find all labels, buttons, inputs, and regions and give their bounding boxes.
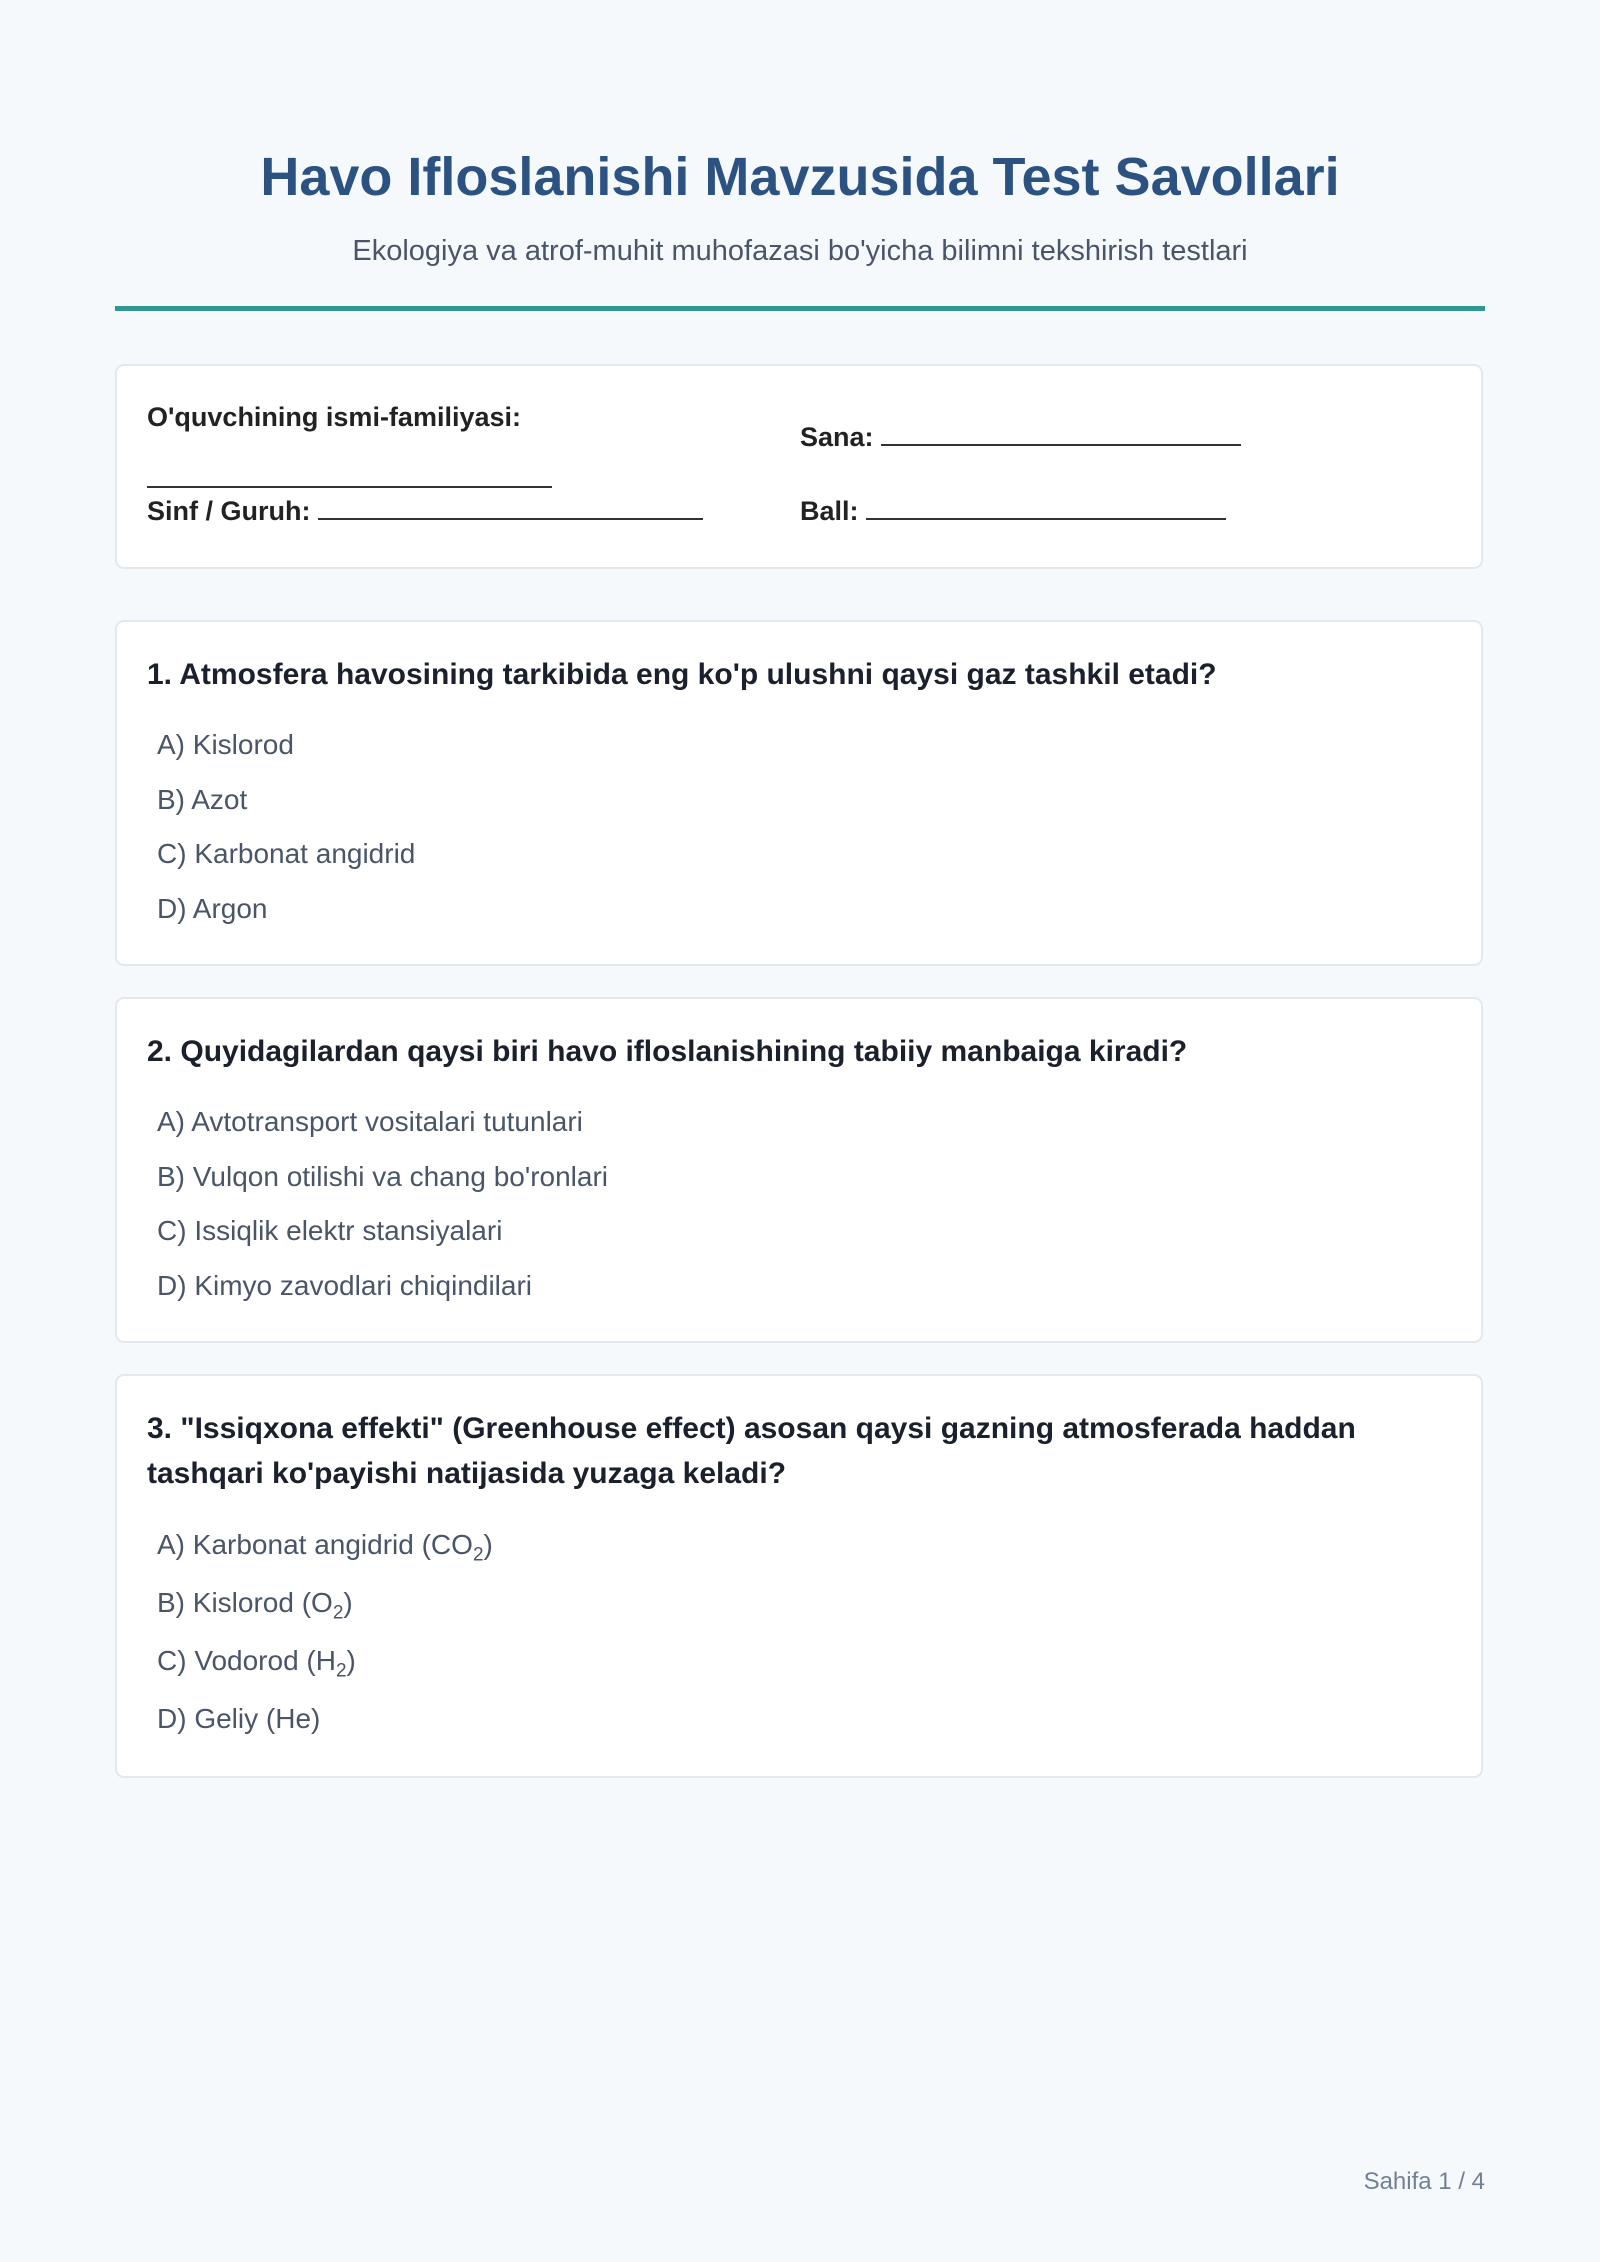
option-text-end: ): [483, 1529, 493, 1560]
answer-options: [157, 1095, 608, 1313]
score-field: [800, 496, 1226, 527]
answer-options: [157, 718, 415, 936]
answer-options: [157, 1516, 493, 1748]
student-name-field: [147, 402, 521, 433]
question-card-2: [115, 997, 1483, 1343]
answer-option-d[interactable]: D) Argon: [157, 892, 268, 924]
answer-option-a[interactable]: [157, 1516, 493, 1574]
option-text: B) Kislorod (O: [157, 1587, 333, 1618]
answer-option-b[interactable]: [157, 1574, 493, 1632]
option-text-end: ): [346, 1645, 356, 1676]
student-name-line[interactable]: [147, 464, 552, 488]
option-text: A) Karbonat angidrid (CO: [157, 1529, 473, 1560]
header: [115, 148, 1485, 268]
answer-option-c[interactable]: C) Issiqlik elektr stansiyalari: [157, 1215, 503, 1246]
answer-option-c[interactable]: C) Karbonat angidrid: [157, 838, 416, 869]
subscript: 2: [335, 1660, 347, 1682]
question-text: 1. Atmosfera havosining tarkibida eng ko'p ulushni qaysi gaz tashkil etadi?: [147, 658, 1217, 691]
answer-option-d[interactable]: D) Geliy (He): [157, 1703, 321, 1734]
answer-option-d[interactable]: D) Kimyo zavodlari chiqindilari: [157, 1269, 533, 1301]
question-text: 3. "Issiqxona effekti" (Greenhouse effect) asosan qaysi gazning atmosferada haddan tashqari ko'payishi natijasida yuzaga keladi?: [147, 1412, 1356, 1490]
header-divider: [115, 306, 1485, 311]
class-line[interactable]: [318, 496, 703, 520]
score-label: Ball:: [800, 496, 859, 526]
answer-option-b[interactable]: B) Azot: [157, 783, 248, 815]
answer-option-c[interactable]: [157, 1632, 493, 1690]
page-subtitle: Ekologiya va atrof-muhit muhofazasi bo'yicha bilimni tekshirish testlari: [352, 235, 1248, 268]
date-line[interactable]: [881, 422, 1241, 446]
option-text-end: ): [343, 1587, 353, 1618]
question-text: 2. Quyidagilardan qaysi biri havo ifloslanishining tabiiy manbaiga kiradi?: [147, 1035, 1188, 1068]
answer-option-a[interactable]: A) Kislorod: [157, 729, 294, 760]
question-card-3: [115, 1374, 1483, 1778]
score-line[interactable]: [866, 496, 1226, 520]
student-info-card: [115, 364, 1483, 569]
page-number: Sahifa 1 / 4: [1363, 2168, 1485, 2195]
option-text: C) Vodorod (H: [157, 1645, 336, 1676]
class-label: Sinf / Guruh:: [147, 496, 311, 526]
date-field: [800, 422, 1241, 453]
question-card-1: [115, 620, 1483, 966]
student-name-label: O'quvchining ismi-familiyasi:: [147, 402, 521, 432]
class-field: [147, 496, 703, 527]
subscript: 2: [332, 1602, 344, 1624]
page-title: Havo Ifloslanishi Mavzusida Test Savollari: [260, 147, 1340, 207]
date-label: Sana:: [800, 422, 874, 452]
subscript: 2: [472, 1544, 484, 1566]
answer-option-a[interactable]: A) Avtotransport vositalari tutunlari: [157, 1106, 583, 1137]
answer-option-b[interactable]: B) Vulqon otilishi va chang bo'ronlari: [157, 1160, 609, 1192]
